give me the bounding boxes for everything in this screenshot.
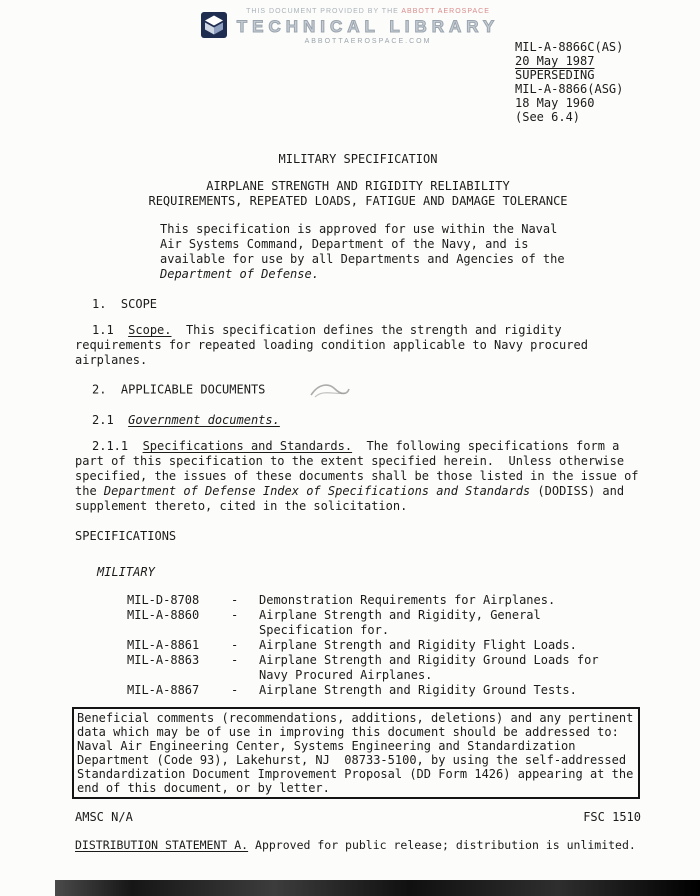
- specifications-label: SPECIFICATIONS: [75, 529, 177, 543]
- document-id-block: [515, 40, 623, 124]
- document-body: [75, 152, 646, 853]
- section-2-1-heading: 2.1 Government documents.: [92, 413, 280, 427]
- paragraph-1-1: 1.1 Scope. This specification defines the strength and rigidity requirements for repeated loading condition applicable to Navy procured airplanes.: [75, 323, 596, 367]
- abbott-logo-icon: [201, 12, 227, 42]
- spec-heading: MILITARY SPECIFICATION: [278, 152, 438, 166]
- doc-id-number: MIL-A-8866C(AS): [515, 40, 624, 54]
- doc-id-date: 20 May 1987: [515, 54, 595, 68]
- spec-desc: Airplane Strength and Rigidity, General Specification for.: [259, 608, 548, 637]
- spec-desc: Airplane Strength and Rigidity Ground Loads for Navy Procured Airplanes.: [259, 653, 606, 682]
- spec-dash: -: [231, 608, 239, 622]
- title-line-2: REQUIREMENTS, REPEATED LOADS, FATIGUE AND DAMAGE TOLERANCE: [148, 194, 568, 208]
- spec-id: MIL-A-8863: [127, 653, 200, 667]
- doc-id-old-number: MIL-A-8866(ASG): [515, 82, 624, 96]
- scan-edge-artifact: [55, 880, 700, 896]
- fsc-code: FSC 1510: [583, 810, 641, 824]
- watermark-provider: ABBOTT AEROSPACE: [401, 8, 490, 15]
- spec-desc: Airplane Strength and Rigidity Flight Loads.: [259, 638, 577, 652]
- section-1-heading: 1. SCOPE: [92, 297, 158, 311]
- watermark-provided-line: THIS DOCUMENT PROVIDED BY THE ABBOTT AEROSPACE: [246, 8, 490, 15]
- doc-id-superseding: SUPERSEDING: [515, 68, 595, 82]
- paragraph-2-1-1: 2.1.1 Specifications and Standards. The following specifications form a part of this specification to the extent specified herein. Unless otherwise specified, the issues of these documents shall be those listed in the issue of the Department of Defense Index of Specifications and Standards (DODISS) and supplement thereto, cited in the solicitation.: [75, 439, 646, 513]
- military-label: MILITARY: [97, 565, 155, 579]
- footer-codes-row: [75, 810, 641, 825]
- beneficial-comments-box: Beneficial comments (recommendations, additions, deletions) and any pertinent data which may be of use in improving this document should be addressed to: Naval Air Engineering Center, Systems Engineering and Standardization Department (Code 93), Lakehurst, NJ 08733-5100, by using the self-addressed Standardization Document Improvement Proposal (DD Form 1426) appearing at the end of this document, or by letter.: [72, 707, 640, 799]
- watermark-site: ABBOTTAEROSPACE.COM: [304, 38, 432, 45]
- title-line-1: AIRPLANE STRENGTH AND RIGIDITY RELIABILITY: [206, 179, 510, 193]
- spec-id: MIL-A-8860: [127, 608, 200, 622]
- spec-desc: Demonstration Requirements for Airplanes.: [259, 593, 556, 607]
- section-2-heading: 2. APPLICABLE DOCUMENTS: [75, 381, 641, 399]
- spec-desc: Airplane Strength and Rigidity Ground Tests.: [259, 683, 577, 697]
- spec-dash: -: [231, 653, 239, 667]
- approval-paragraph: This specification is approved for use within the Naval Air Systems Command, Department of the Navy, and is available for use by all Departments and Agencies of the Department of Defense.: [160, 222, 572, 281]
- spec-id: MIL-A-8867: [127, 683, 200, 697]
- doc-id-see-note: (See 6.4): [515, 110, 581, 124]
- amsc-code: AMSC N/A: [75, 810, 133, 824]
- spec-dash: -: [231, 593, 239, 607]
- spec-dash: -: [231, 683, 239, 697]
- specification-list: [127, 593, 641, 698]
- spec-id: MIL-A-8861: [127, 638, 200, 652]
- handwritten-smudge: [305, 381, 351, 399]
- spec-dash: -: [231, 638, 239, 652]
- watermark-library-title: TECHNICAL LIBRARY: [236, 17, 500, 36]
- spec-id: MIL-D-8708: [127, 593, 200, 607]
- distribution-statement: DISTRIBUTION STATEMENT A. Approved for public release; distribution is unlimited.: [75, 838, 636, 852]
- doc-id-old-date: 18 May 1960: [515, 96, 595, 110]
- document-title: [75, 179, 641, 209]
